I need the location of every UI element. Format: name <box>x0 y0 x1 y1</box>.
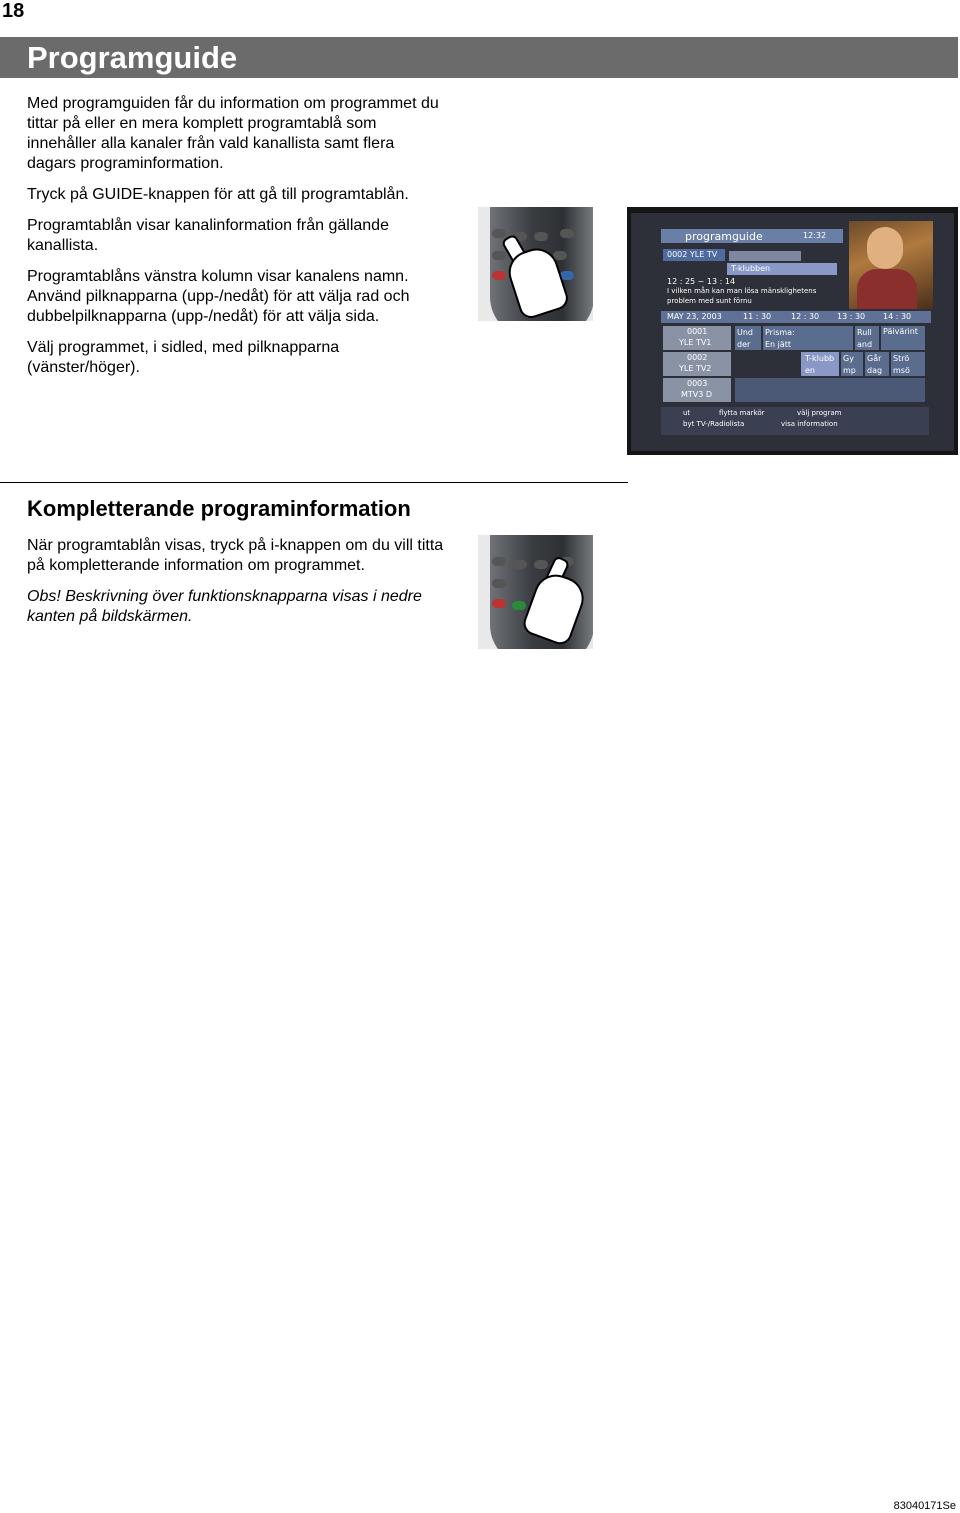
remote-button <box>492 557 506 566</box>
intro-paragraph: Programtablån visar kanalinformation från gällande kanallista. <box>27 217 389 254</box>
section2-note: Obs! Beskrivning över funktionsknapparna visas i nedre kanten på bildskärmen. <box>27 588 422 625</box>
remote-button <box>560 229 574 238</box>
tv-channel-number: 0002 <box>687 353 708 362</box>
section2-text <box>27 536 447 638</box>
tv-program: Prisma: En jätt <box>765 328 795 349</box>
tv-channel-name: YLE TV1 <box>679 338 712 347</box>
remote-button <box>492 251 506 260</box>
remote-guide-image <box>478 207 593 321</box>
tv-help-item: ut <box>683 409 691 417</box>
tv-help-item: visa information <box>781 420 838 428</box>
remote-info-image <box>478 535 593 649</box>
remote-button <box>492 229 506 238</box>
tv-time-slot: 13 : 30 <box>837 312 866 321</box>
page-number: 18 <box>2 0 25 22</box>
tv-presenter-body <box>857 269 917 309</box>
remote-button <box>492 579 506 588</box>
tv-channel-name: MTV3 D <box>681 390 713 399</box>
intro-paragraph: Programtablåns vänstra kolumn visar kanalens namn. Använd pilknapparna (upp-/nedåt) för att välja rad och dubbelpilknapparna (upp-/nedåt) för att välja sida. <box>27 268 410 325</box>
tv-program: Und der <box>737 328 754 349</box>
tv-channel-number: 0001 <box>687 327 708 336</box>
tv-screenshot <box>627 207 958 455</box>
tv-program: Går dag <box>867 354 883 375</box>
tv-program: Päivärint <box>883 327 918 336</box>
tv-help-item: flytta markör <box>719 409 765 417</box>
tv-program: Rull and <box>857 328 873 349</box>
section2-paragraph: När programtablån visas, tryck på i-knappen om du vill titta på kompletterande information om programmet. <box>27 537 444 574</box>
tv-date: MAY 23, 2003 <box>667 312 722 321</box>
tv-program: Gy mp <box>843 354 856 375</box>
remote-button <box>534 232 548 241</box>
tv-time-slot: 12 : 30 <box>791 312 820 321</box>
section-heading: Kompletterande programinformation <box>27 496 411 521</box>
page-title: Programguide <box>27 40 238 75</box>
tv-channel-name: YLE TV2 <box>679 364 712 373</box>
tv-time-range: 12 : 25 ~ 13 : 14 <box>667 277 736 286</box>
tv-help-item: välj program <box>797 409 842 417</box>
tv-channel-number: 0003 <box>687 379 708 388</box>
section-divider <box>0 482 628 483</box>
tv-description-1: I vilken mån kan man lösa mänsklighetens <box>667 287 817 295</box>
tv-program: Strö msö <box>893 354 910 375</box>
document-code: 83040171Se <box>893 1500 956 1512</box>
remote-red-button <box>492 599 506 608</box>
remote-button <box>513 560 527 569</box>
tv-program: T-klubb en <box>805 354 835 375</box>
tv-current-program: T-klubben <box>731 264 771 273</box>
tv-time-slot: 11 : 30 <box>743 312 772 321</box>
tv-program-cell-empty <box>735 378 925 402</box>
tv-description-2: problem med sunt förnu <box>667 297 752 305</box>
tv-header-title: programguide <box>685 230 763 243</box>
intro-text <box>27 94 447 389</box>
tv-current-channel: 0002 YLE TV <box>667 250 718 259</box>
intro-paragraph: Välj programmet, i sidled, med pilknapparna (vänster/höger). <box>27 339 340 376</box>
tv-time-slot: 14 : 30 <box>883 312 912 321</box>
remote-green-button <box>512 601 526 610</box>
remote-button <box>534 560 548 569</box>
tv-icon-strip <box>729 251 801 261</box>
intro-paragraph: Med programguiden får du information om programmet du tittar på eller en mera komplett programtablå som innehåller alla kanaler från vald kanallista samt flera dagars programinformation. <box>27 95 439 172</box>
tv-presenter-face <box>867 227 903 269</box>
tv-help-item: byt TV-/Radiolista <box>683 420 745 428</box>
intro-paragraph: Tryck på GUIDE-knappen för att gå till programtablån. <box>27 186 409 203</box>
tv-clock: 12:32 <box>803 231 827 240</box>
remote-red-button <box>492 271 506 280</box>
